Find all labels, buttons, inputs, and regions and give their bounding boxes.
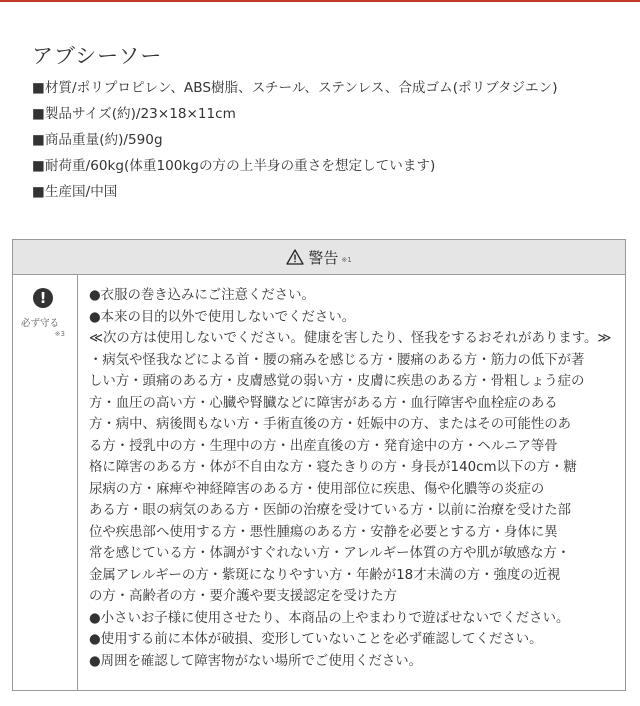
- spec-list: [32, 75, 632, 205]
- warning-triangle-icon: [286, 249, 304, 265]
- warning-line: ●周囲を確認して障害物がない場所でご使用ください。: [89, 653, 423, 669]
- warning-line: 格に障害のある方・体が不自由な方・寝たきりの方・身長が140cm以下の方・糖: [89, 460, 577, 475]
- warning-line: ・病気や怪我などによる首・腰の痛みを感じる方・腰痛のある方・筋力の低下が著: [89, 352, 585, 368]
- warning-line: 位や疾患部へ使用する方・悪性腫瘍のある方・安静を必要とする方・身体に異: [89, 524, 558, 540]
- product-title: アブシーソー: [32, 44, 163, 68]
- warning-line: 常を感じている方・体調がすぐれない方・アレルギー体質の方や肌が敏感な方・: [89, 546, 571, 561]
- top-accent-line: [0, 0, 640, 2]
- spec-material: ■材質/ポリプロピレン、ABS樹脂、スチール、ステンレス、合成ゴム(ポリブタジエン): [32, 80, 558, 96]
- warning-line: 方・血圧の高い方・心臓や腎臓などに障害がある方・血行障害や血栓症のある: [89, 395, 558, 411]
- spec-origin: ■生産国/中国: [32, 184, 118, 200]
- warning-line: ●小さいお子様に使用させたり、本商品の上やまわりで遊ばせないでください。: [89, 610, 570, 626]
- warning-line: の方・高齢者の方・要介護や要支援認定を受けた方: [89, 589, 397, 604]
- warning-line: ●使用する前に本体が破損、変形していないことを必ず確認してください。: [89, 632, 543, 647]
- exclamation-icon: !: [33, 288, 53, 308]
- warning-line: しい方・頭痛のある方・皮膚感覚の弱い方・皮膚に疾患のある方・骨粗しょう症の: [89, 374, 585, 389]
- warning-header: [13, 240, 625, 275]
- warning-line: ●衣服の巻き込みにご注意ください。: [89, 288, 315, 303]
- warning-line: ≪次の方は使用しないでください。健康を害したり、怪我をするおそれがあります。≫: [89, 331, 612, 346]
- warning-line: る方・授乳中の方・生理中の方・出産直後の方・発育途中の方・ヘルニア等骨: [89, 438, 558, 454]
- spec-load-capacity: ■耐荷重/60kg(体重100kgの方の上半身の重さを想定しています): [32, 158, 436, 174]
- spec-weight: ■商品重量(約)/590g: [32, 132, 163, 148]
- spec-size: ■製品サイズ(約)/23×18×11cm: [32, 106, 236, 122]
- warning-line: ●本来の目的以外で使用しないでください。: [89, 309, 356, 325]
- warning-line: 方・病中、病後間もない方・手術直後の方・妊娠中の方、またはその可能性のあ: [89, 417, 572, 432]
- warning-content: [89, 285, 621, 672]
- warning-body: [13, 275, 625, 690]
- warning-line: ある方・眼の病気のある方・医師の治療を受けている方・以前に治療を受けた部: [89, 503, 572, 518]
- warning-line: 金属アレルギーの方・紫斑になりやすい方・年齢が18才未満の方・強度の近視: [89, 567, 561, 583]
- must-follow-label: 必ず守る: [21, 318, 60, 329]
- warning-title-note: ※1: [341, 256, 352, 264]
- warning-line: 尿病の方・麻痺や神経障害のある方・使用部位に疾患、傷や化膿等の炎症の: [89, 481, 545, 497]
- warning-title: 警告: [308, 248, 339, 267]
- must-follow-note: ※3: [54, 330, 65, 338]
- warning-box: [12, 239, 626, 691]
- warning-side-column: [13, 275, 78, 690]
